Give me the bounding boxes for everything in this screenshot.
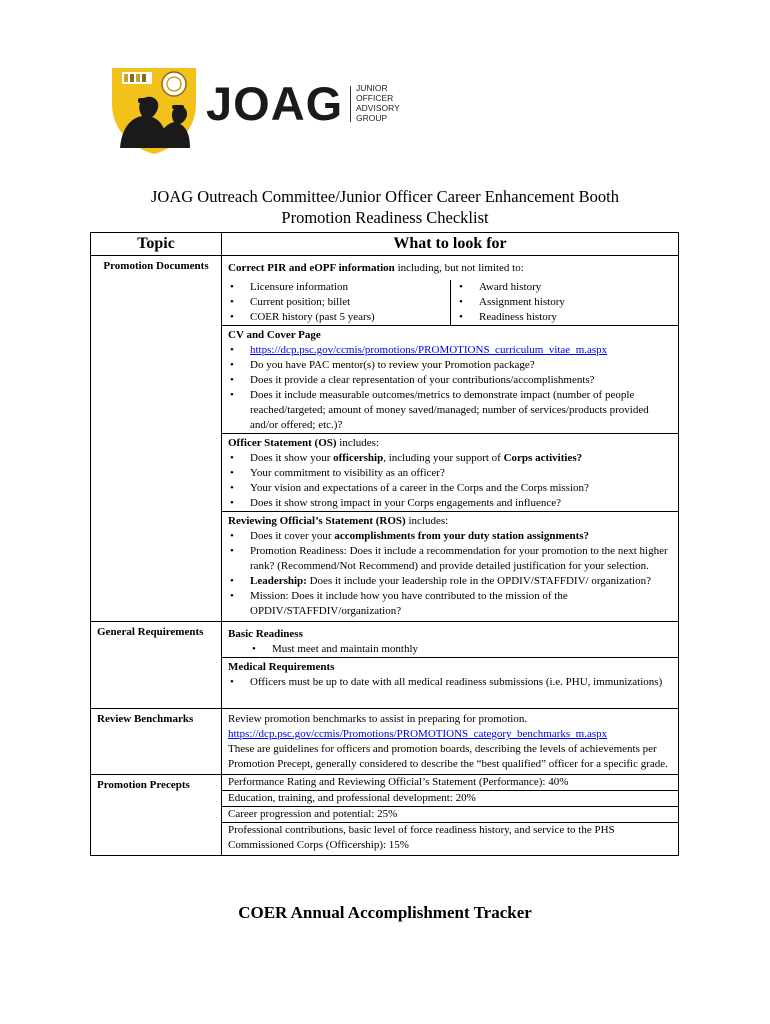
medical-requirements-section (222, 657, 678, 706)
joag-emblem-icon (108, 64, 200, 156)
list-item: • Does it provide a clear representation of your contributions/accomplishments? (228, 373, 672, 388)
basic-readiness-heading: Basic Readiness (228, 628, 303, 640)
list-item (228, 529, 672, 544)
list-item: • Readiness history (457, 310, 672, 325)
os-item-bold: Corps activities? (503, 452, 583, 464)
cv-section (222, 325, 678, 433)
table-row (91, 256, 679, 622)
list-item: • Does it include measurable outcomes/metrics to demonstrate impact (number of people reached/targeted; amount of money saved/managed; number of services/products provided and/or offered; etc.)? (228, 388, 672, 433)
list-item: • Must meet and maintain monthly (228, 642, 672, 657)
precept-row: Professional contributions, basic level of force readiness history, and service to the PHS Commissioned Corps (Officership): 15% (222, 822, 678, 853)
table-row (91, 775, 679, 856)
list-item: • Licensure information (228, 280, 444, 295)
logo-separator (350, 86, 351, 122)
table-row (91, 709, 679, 775)
os-heading-rest: includes: (336, 437, 380, 449)
list-item: • Do you have PAC mentor(s) to review your Promotion package? (228, 358, 672, 373)
ros-item-bold: Leadership: (250, 575, 307, 587)
ros-item-text: Does it include your leadership role in the OPDIV/STAFFDIV/ organization? (306, 575, 651, 587)
os-item-text: , including your support of (383, 452, 504, 464)
os-item-text: Does it show your (250, 452, 334, 464)
header-topic: Topic (91, 233, 222, 256)
benchmarks-line1: Review promotion benchmarks to assist in preparing for promotion. (228, 713, 528, 725)
pir-right-column (451, 280, 678, 325)
logo-sub-line: JUNIOR (356, 83, 388, 93)
document-title: JOAG Outreach Committee/Junior Officer Career Enhancement Booth (151, 187, 619, 206)
pir-left-column (222, 280, 451, 325)
logo-sub-line: GROUP (356, 113, 388, 123)
promotion-documents-content (222, 256, 679, 622)
benchmarks-line2: These are guidelines for officers and promotion boards, describing the levels of achievements per Promotion Precept, generally considered to describe the “best qualified” officer for a specific grade. (228, 743, 668, 770)
header-what-to-look-for: What to look for (222, 233, 679, 256)
ros-item-bold: accomplishments from your duty station assignments? (334, 530, 590, 542)
logo-subtitle (356, 83, 416, 123)
ros-item-text: Does it cover your (250, 530, 335, 542)
general-requirements-content (222, 622, 679, 709)
ros-heading-rest: includes: (405, 515, 449, 527)
benchmarks-link[interactable]: https://dcp.psc.gov/ccmis/Promotions/PROMOTIONS_category_benchmarks_m.aspx (228, 728, 608, 740)
checklist-table (90, 232, 679, 856)
list-item: • Award history (457, 280, 672, 295)
pir-heading: Correct PIR and eOPF information (228, 262, 395, 274)
pir-heading-rest: including, but not limited to: (394, 262, 524, 274)
cv-link[interactable]: https://dcp.psc.gov/ccmis/promotions/PROMOTIONS_curriculum_vitae_m.aspx (250, 344, 608, 356)
logo-sub-line: ADVISORY (356, 103, 400, 113)
medical-requirements-heading: Medical Requirements (228, 661, 335, 673)
list-item (228, 574, 672, 589)
logo-sub-line: OFFICER (356, 93, 394, 103)
list-item: • Current position; billet (228, 295, 444, 310)
list-item: • COER history (past 5 years) (228, 310, 444, 325)
list-item: • Promotion Readiness: Does it include a recommendation for your promotion to the next higher rank? (Recommend/Not Recommend) and provide detailed justification for your selection. (228, 544, 672, 574)
list-item: • Officers must be up to date with all medical readiness submissions (i.e. PHU, immunizations) (228, 675, 672, 690)
precept-row: Career progression and potential: 25% (222, 806, 678, 822)
table-row (91, 622, 679, 709)
table-header-row (91, 233, 679, 256)
ros-section (222, 511, 678, 619)
tracker-title: COER Annual Accomplishment Tracker (238, 903, 532, 922)
topic-review-benchmarks: Review Benchmarks (91, 709, 222, 775)
review-benchmarks-content (222, 709, 679, 775)
joag-logo (108, 64, 408, 160)
pir-two-column-list (222, 280, 678, 325)
list-item: • Your commitment to visibility as an officer? (228, 466, 672, 481)
cv-heading: CV and Cover Page (228, 329, 321, 341)
pir-section (222, 259, 678, 325)
precept-row: Performance Rating and Reviewing Official’s Statement (Performance): 40% (228, 776, 569, 788)
list-item (228, 451, 672, 466)
document-subtitle: Promotion Readiness Checklist (281, 208, 489, 227)
logo-wordmark: JOAG (206, 77, 344, 130)
list-item (228, 343, 672, 358)
basic-readiness-section (222, 625, 678, 657)
list-item: • Mission: Does it include how you have contributed to the mission of the OPDIV/STAFFDIV/organization? (228, 589, 672, 619)
ros-heading: Reviewing Official’s Statement (ROS) (228, 515, 406, 527)
topic-promotion-precepts: Promotion Precepts (91, 775, 222, 856)
list-item: • Does it show strong impact in your Corps engagements and influence? (228, 496, 672, 511)
os-section (222, 433, 678, 511)
list-item: • Your vision and expectations of a career in the Corps and the Corps mission? (228, 481, 672, 496)
promotion-precepts-content (222, 775, 679, 856)
os-heading: Officer Statement (OS) (228, 437, 337, 449)
os-item-bold: officership (333, 452, 384, 464)
topic-promotion-documents: Promotion Documents (91, 256, 222, 622)
topic-general-requirements: General Requirements (91, 622, 222, 709)
precept-row: Education, training, and professional development: 20% (222, 790, 678, 806)
list-item: • Assignment history (457, 295, 672, 310)
